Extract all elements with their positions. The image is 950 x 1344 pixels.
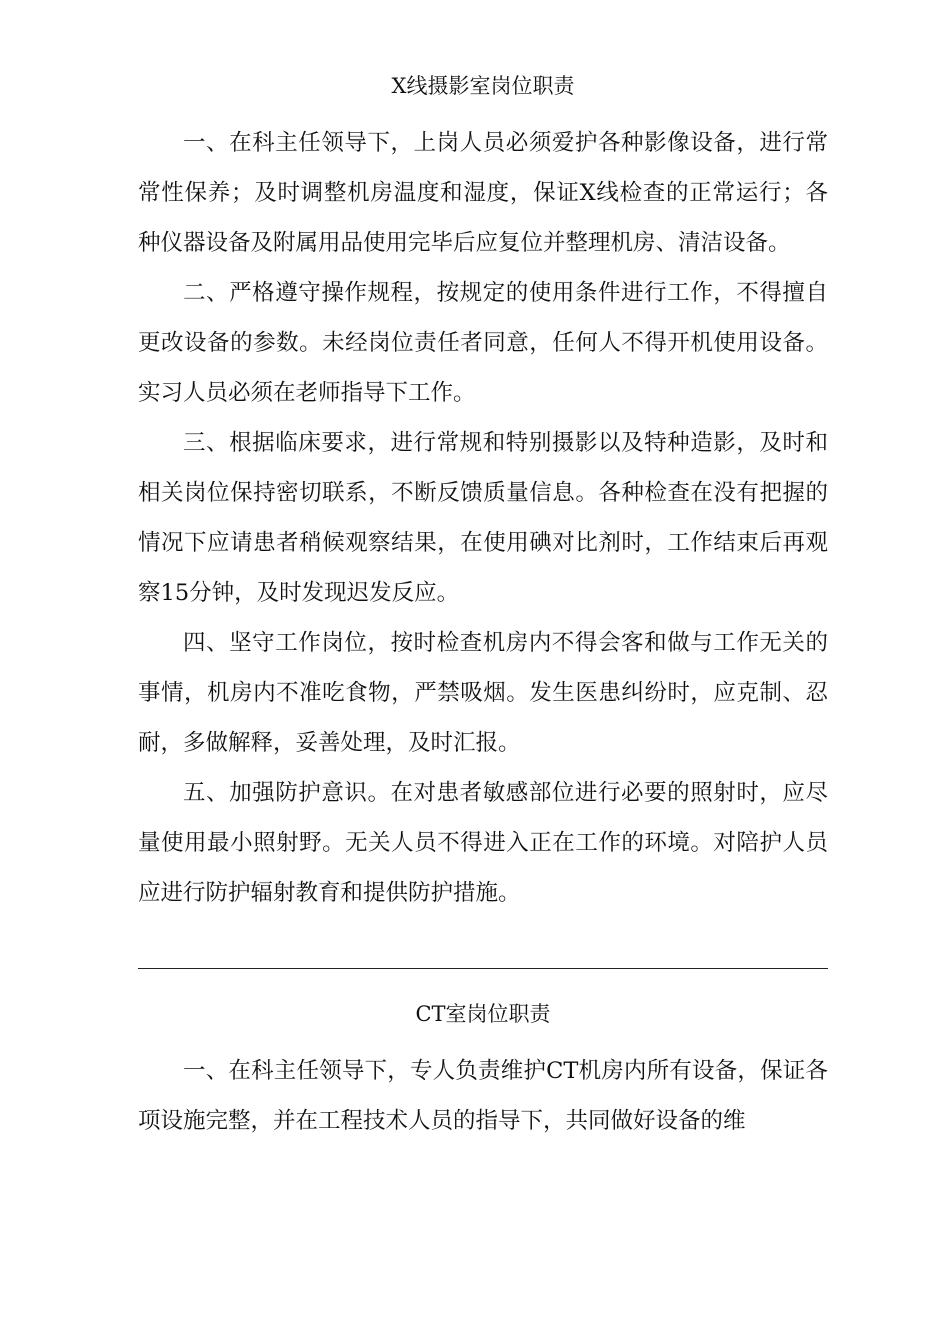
paragraph-1: 一、在科主任领导下，上岗人员必须爱护各种影像设备，进行常常性保养；及时调整机房温度和湿度，保证X线检查的正常运行；各种仪器设备及附属用品使用完毕后应复位并整理机房、清洁设备。 [138,130,828,256]
section-xray-duties [138,68,828,918]
paragraph-1: 一、在科主任领导下，专人负责维护CT机房内所有设备，保证各项设施完整，并在工程技术人员的指导下，共同做好设备的维 [138,1058,828,1134]
section-divider [138,968,828,969]
paragraph-5: 五、加强防护意识。在对患者敏感部位进行必要的照射时，应尽量使用最小照射野。无关人员不得进入正在工作的环境。对陪护人员应进行防护辐射教育和提供防护措施。 [138,780,828,906]
section-ct-duties [138,996,828,1146]
section-title: CT室岗位职责 [415,1002,551,1026]
section-title: X线摄影室岗位职责 [391,74,575,98]
paragraph-3: 三、根据临床要求，进行常规和特别摄影以及特种造影，及时和相关岗位保持密切联系，不断反馈质量信息。各种检查在没有把握的情况下应请患者稍候观察结果，在使用碘对比剂时，工作结束后再观察15分钟，及时发现迟发反应。 [138,430,828,606]
paragraph-4: 四、坚守工作岗位，按时检查机房内不得会客和做与工作无关的事情，机房内不准吃食物，严禁吸烟。发生医患纠纷时，应克制、忍耐，多做解释，妥善处理，及时汇报。 [138,630,828,756]
paragraph-2: 二、严格遵守操作规程，按规定的使用条件进行工作，不得擅自更改设备的参数。未经岗位责任者同意，任何人不得开机使用设备。实习人员必须在老师指导下工作。 [138,280,828,406]
